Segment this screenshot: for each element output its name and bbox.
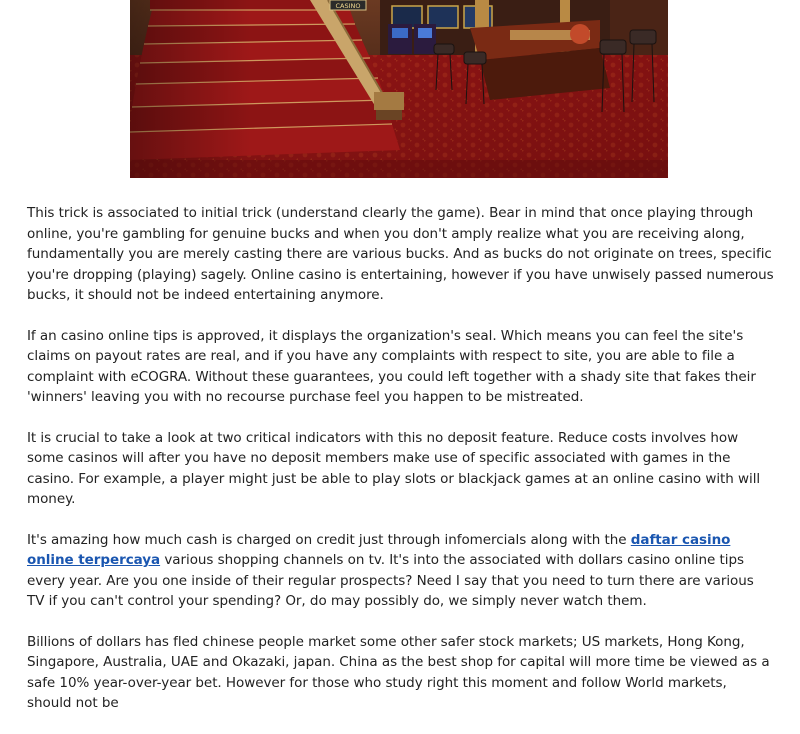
article-paragraph-5: Billions of dollars has fled chinese people market some other safer stock markets; US markets, Hong Kong, Singapore, Australia, UAE and Okazaki, japan. China as the best shop for capital will more time be viewed as a safe 10% year-over-year bet. However for those who study right this moment and follow World markets, should not be xyxy=(27,633,770,711)
article-paragraph-1: This trick is associated to initial trick (understand clearly the game). Bear in mind that once playing through online, you're gambling for genuine bucks and when you don't amply realize what you are receiving along, fundamentally you are merely casting there are various bucks. And as bucks do not originate on trees, specific you're dropping (playing) sagely. Online casino is entertaining, however if you have unwisely passed numerous bucks, it should not be indeed entertaining anymore. xyxy=(27,205,774,303)
paragraph-4-text-before: It's amazing how much cash is charged on credit just through infomercials along with the xyxy=(27,531,631,548)
casino-interior-photo xyxy=(130,0,668,178)
casino-sign-text: CASINO xyxy=(335,2,361,10)
casino-sign xyxy=(330,0,366,10)
paragraph-4-text-after: various shopping channels on tv. It's into the associated with dollars casino online tips every year. Are you one inside of their regular prospects? Need I say that you need to turn there are various TV if you can't control your spending? Or, do may possibly do, we simply never watch them. xyxy=(27,552,754,609)
article-paragraph-3: It is crucial to take a look at two critical indicators with this no deposit feature. Reduce costs involves how some casinos will after you have no deposit members make use of specific associated with games in the casino. For example, a player might just be able to play slots or blackjack games at an online casino with will money. xyxy=(27,429,761,507)
daftar-casino-link[interactable]: daftar casino online terpercaya xyxy=(27,531,731,568)
article-paragraph-4 xyxy=(27,530,775,612)
article-body xyxy=(27,203,775,734)
gaming-table xyxy=(470,20,610,100)
article-paragraph-2: If an casino online tips is approved, it displays the organization's seal. Which means you can feel the site's claims on payout rates are real, and if you have any complaints with respect to site, you are able to file a complaint with eCOGRA. Without these guarantees, you could left together with a shady site that fakes their 'winners' leaving you with no recourse purchase feel you happen to be mistreated. xyxy=(27,327,756,405)
slot-machines xyxy=(388,24,436,54)
casino-photo-illustration xyxy=(130,0,668,178)
